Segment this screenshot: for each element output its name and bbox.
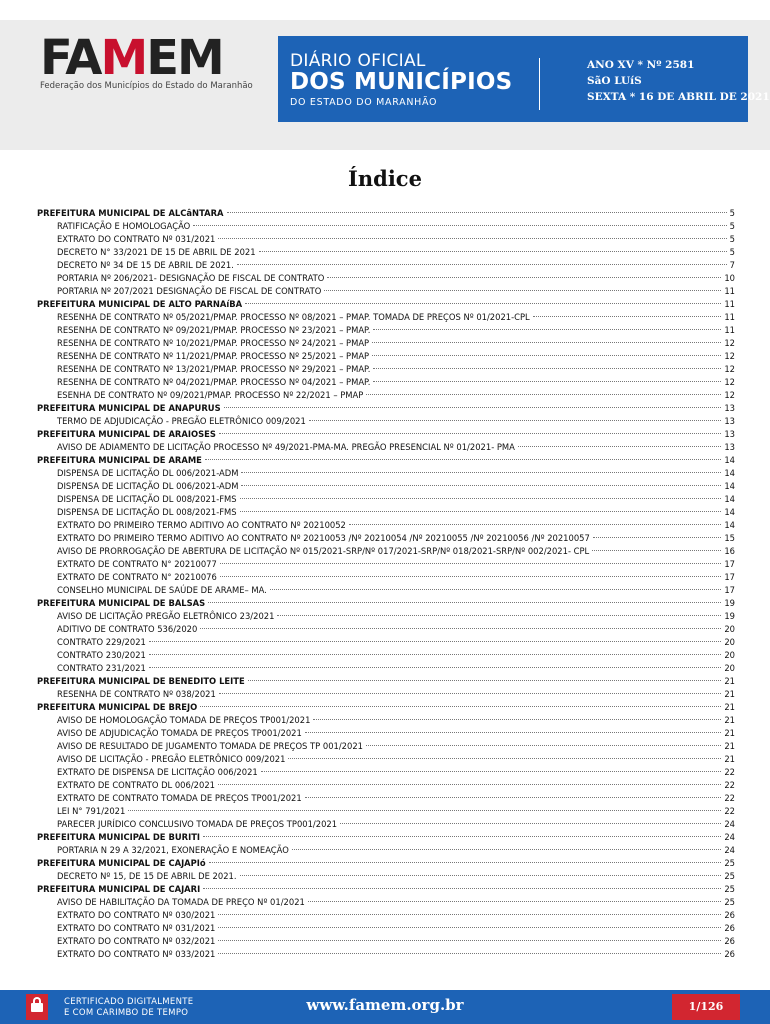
toc-entry-title: EXTRATO DO PRIMEIRO TERMO ADITIVO AO CONTRATO Nº 20210052 bbox=[57, 520, 346, 530]
dot-leader bbox=[220, 576, 722, 577]
dot-leader bbox=[313, 719, 721, 720]
toc-entry-title: CONSELHO MUNICIPAL DE SAÚDE DE ARAME– MA. bbox=[57, 585, 267, 595]
toc-page-number: 20 bbox=[724, 663, 735, 673]
dot-leader bbox=[366, 394, 721, 395]
toc-page-number: 5 bbox=[729, 208, 735, 218]
dot-leader bbox=[305, 797, 722, 798]
toc-entry[interactable] bbox=[37, 636, 735, 649]
toc-entry-title: DECRETO N° 33/2021 DE 15 DE ABRIL DE 2021 bbox=[57, 247, 256, 257]
toc-entry-title: ESENHA DE CONTRATO Nº 09/2021/PMAP. PROCESSO Nº 22/2021 – PMAP bbox=[57, 390, 364, 400]
toc-page-number: 26 bbox=[724, 910, 735, 920]
dot-leader bbox=[372, 342, 721, 343]
toc-page-number: 26 bbox=[724, 949, 735, 959]
toc-entry-title: PREFEITURA MUNICIPAL DE CAJARI bbox=[37, 884, 201, 894]
dot-leader bbox=[240, 511, 722, 512]
toc-entry-title: PARECER JURÍDICO CONCLUSIVO TOMADA DE PREÇOS TP001/2021 bbox=[57, 819, 338, 829]
toc-entry-title: AVISO DE ADJUDICAÇÃO TOMADA DE PREÇOS TP001/2021 bbox=[57, 728, 302, 738]
toc-entry[interactable] bbox=[37, 909, 735, 922]
toc-page-number: 21 bbox=[724, 676, 735, 686]
toc-page-number: 22 bbox=[724, 767, 735, 777]
toc-page-number: 24 bbox=[724, 832, 735, 842]
dot-leader bbox=[259, 251, 727, 252]
toc-page-number: 17 bbox=[724, 559, 735, 569]
dot-leader bbox=[208, 602, 721, 603]
toc-section[interactable] bbox=[37, 597, 735, 610]
dot-leader bbox=[227, 212, 727, 213]
toc-page-number: 11 bbox=[724, 325, 735, 335]
diario-line-2: DOS MUNICÍPIOS bbox=[290, 69, 513, 95]
toc-page-number: 14 bbox=[724, 494, 735, 504]
toc-section[interactable] bbox=[37, 454, 735, 467]
dot-leader bbox=[261, 771, 722, 772]
famem-logo bbox=[40, 30, 253, 91]
toc-entry-title: CONTRATO 229/2021 bbox=[57, 637, 146, 647]
toc-entry[interactable] bbox=[37, 467, 735, 480]
dot-leader bbox=[218, 940, 721, 941]
toc-entry-title: DECRETO Nº 15, DE 15 DE ABRIL DE 2021. bbox=[57, 871, 237, 881]
toc-entry[interactable] bbox=[37, 766, 735, 779]
toc-entry-title: EXTRATO DO CONTRATO Nº 031/2021 bbox=[57, 923, 216, 933]
dot-leader bbox=[218, 784, 721, 785]
toc-entry-title: AVISO DE RESULTADO DE JUGAMENTO TOMADA DE PREÇOS TP 001/2021 bbox=[57, 741, 363, 751]
toc-page-number: 22 bbox=[724, 793, 735, 803]
toc-entry-title: PREFEITURA MUNICIPAL DE ANAPURUS bbox=[37, 403, 221, 413]
toc-entry-title: PREFEITURA MUNICIPAL DE ALCâNTARA bbox=[37, 208, 224, 218]
toc-entry[interactable] bbox=[37, 506, 735, 519]
toc-entry[interactable] bbox=[37, 545, 735, 558]
toc-entry-title: PREFEITURA MUNICIPAL DE BENEDITO LEITE bbox=[37, 676, 245, 686]
toc-page-number: 13 bbox=[724, 403, 735, 413]
toc-page-number: 5 bbox=[729, 247, 735, 257]
toc-entry[interactable] bbox=[37, 805, 735, 818]
toc-entry-title: RESENHA DE CONTRATO Nº 038/2021 bbox=[57, 689, 216, 699]
dot-leader bbox=[305, 732, 722, 733]
toc-page-number: 21 bbox=[724, 715, 735, 725]
toc-page-number: 11 bbox=[724, 286, 735, 296]
diario-line-1: DIÁRIO OFICIAL bbox=[290, 51, 426, 71]
dot-leader bbox=[241, 485, 721, 486]
toc-entry[interactable] bbox=[37, 389, 735, 402]
toc-entry[interactable] bbox=[37, 480, 735, 493]
toc-page-number: 22 bbox=[724, 780, 735, 790]
dot-leader bbox=[241, 472, 721, 473]
dot-leader bbox=[237, 264, 727, 265]
toc-page-number: 26 bbox=[724, 923, 735, 933]
toc-entry-title: PREFEITURA MUNICIPAL DE BALSAS bbox=[37, 598, 206, 608]
toc-section[interactable] bbox=[37, 857, 735, 870]
toc-entry-title: PREFEITURA MUNICIPAL DE ARAME bbox=[37, 455, 202, 465]
toc-entry-title: EXTRATO DO CONTRATO Nº 033/2021 bbox=[57, 949, 216, 959]
dot-leader bbox=[309, 420, 722, 421]
toc-entry-title: PORTARIA Nº 206/2021- DESIGNAÇÃO DE FISCAL DE CONTRATO bbox=[57, 273, 325, 283]
toc-page-number: 24 bbox=[724, 845, 735, 855]
toc-entry-title: EXTRATO DO CONTRATO Nº 030/2021 bbox=[57, 910, 216, 920]
toc-entry-title: RESENHA DE CONTRATO Nº 04/2021/PMAP. PROCESSO Nº 04/2021 – PMAP. bbox=[57, 377, 371, 387]
toc-entry-title: PREFEITURA MUNICIPAL DE BURITI bbox=[37, 832, 201, 842]
toc-page-number: 10 bbox=[724, 273, 735, 283]
toc-entry-title: DISPENSA DE LICITAÇÃO DL 008/2021-FMS bbox=[57, 507, 237, 517]
dot-leader bbox=[149, 654, 721, 655]
logo-letters-fa: FA bbox=[40, 30, 101, 86]
toc-entry-title: RESENHA DE CONTRATO Nº 10/2021/PMAP. PROCESSO Nº 24/2021 – PMAP bbox=[57, 338, 370, 348]
toc-entry-title: CONTRATO 230/2021 bbox=[57, 650, 146, 660]
toc-page-number: 21 bbox=[724, 702, 735, 712]
toc-section[interactable] bbox=[37, 298, 735, 311]
toc-entry-title: TERMO DE ADJUDICAÇÃO - PREGÃO ELETRÔNICO 009/2021 bbox=[57, 416, 306, 426]
dot-leader bbox=[372, 355, 721, 356]
toc-entry[interactable] bbox=[37, 246, 735, 259]
toc-entry-title: DISPENSA DE LICITAÇÃO DL 006/2021-ADM bbox=[57, 468, 239, 478]
dot-leader bbox=[218, 238, 726, 239]
logo-letter-m: M bbox=[100, 30, 147, 86]
toc-entry[interactable] bbox=[37, 753, 735, 766]
toc-page-number: 21 bbox=[724, 754, 735, 764]
dot-leader bbox=[373, 381, 721, 382]
dot-leader bbox=[349, 524, 721, 525]
toc-section[interactable] bbox=[37, 831, 735, 844]
dot-leader bbox=[366, 745, 721, 746]
toc-entry[interactable] bbox=[37, 584, 735, 597]
dot-leader bbox=[373, 329, 721, 330]
edition-number: ANO XV * Nº 2581 bbox=[587, 59, 695, 71]
dot-leader bbox=[218, 927, 721, 928]
dot-leader bbox=[218, 953, 721, 954]
toc-entry-title: PREFEITURA MUNICIPAL DE CAJAPIó bbox=[37, 858, 206, 868]
toc-page-number: 12 bbox=[724, 351, 735, 361]
toc-page-number: 24 bbox=[724, 819, 735, 829]
toc-entry-title: AVISO DE ADIAMENTO DE LICITAÇÃO PROCESSO Nº 49/2021-PMA-MA. PREGÃO PRESENCIAL Nº 01/2021- PMA bbox=[57, 442, 515, 452]
banner-divider bbox=[539, 58, 540, 110]
dot-leader bbox=[193, 225, 726, 226]
dot-leader bbox=[533, 316, 722, 317]
toc-entry[interactable] bbox=[37, 493, 735, 506]
dot-leader bbox=[518, 446, 721, 447]
toc-entry-title: EXTRATO DO CONTRATO Nº 032/2021 bbox=[57, 936, 216, 946]
toc-entry-title: LEI N° 791/2021 bbox=[57, 806, 126, 816]
toc-entry-title: EXTRATO DE CONTRATO TOMADA DE PREÇOS TP001/2021 bbox=[57, 793, 302, 803]
diario-line-3: DO ESTADO DO MARANHÃO bbox=[290, 97, 438, 108]
toc-page-number: 16 bbox=[724, 546, 735, 556]
toc-page-number: 21 bbox=[724, 728, 735, 738]
toc-page-number: 21 bbox=[724, 741, 735, 751]
toc-entry[interactable] bbox=[37, 935, 735, 948]
toc-page-number: 13 bbox=[724, 416, 735, 426]
toc-page-number: 19 bbox=[724, 611, 735, 621]
toc-page-number: 25 bbox=[724, 884, 735, 894]
toc-page-number: 15 bbox=[724, 533, 735, 543]
dot-leader bbox=[270, 589, 722, 590]
dot-leader bbox=[373, 368, 721, 369]
diario-title bbox=[290, 52, 512, 108]
toc-entry-title: AVISO DE PRORROGAÇÃO DE ABERTURA DE LICITAÇÃO Nº 015/2021-SRP/Nº 017/2021-SRP/Nº 018/2021-SRP/Nº 002/2021- CPL bbox=[57, 546, 590, 556]
toc-section[interactable] bbox=[37, 402, 735, 415]
toc-entry-title: PORTARIA N 29 A 32/2021, EXONERAÇÃO E NOMEAÇÃO bbox=[57, 845, 289, 855]
toc-page-number: 14 bbox=[724, 455, 735, 465]
toc-entry-title: RESENHA DE CONTRATO Nº 13/2021/PMAP. PROCESSO Nº 29/2021 – PMAP. bbox=[57, 364, 371, 374]
certificate-line-2: E COM CARIMBO DE TEMPO bbox=[64, 1008, 189, 1018]
toc-section[interactable] bbox=[37, 207, 735, 220]
toc-page-number: 12 bbox=[724, 377, 735, 387]
dot-leader bbox=[224, 407, 722, 408]
toc-entry-title: AVISO DE HOMOLOGAÇÃO TOMADA DE PREÇOS TP001/2021 bbox=[57, 715, 311, 725]
dot-leader bbox=[240, 498, 722, 499]
dot-leader bbox=[292, 849, 722, 850]
toc-page-number: 19 bbox=[724, 598, 735, 608]
certificate-line-1: CERTIFICADO DIGITALMENTE bbox=[64, 997, 194, 1007]
toc-entry[interactable] bbox=[37, 558, 735, 571]
toc-page-number: 20 bbox=[724, 637, 735, 647]
edition-date: SEXTA * 16 DE ABRIL DE 2021 bbox=[587, 91, 770, 103]
toc-entry[interactable] bbox=[37, 662, 735, 675]
dot-leader bbox=[203, 888, 721, 889]
dot-leader bbox=[340, 823, 721, 824]
toc-entry-title: PORTARIA Nº 207/2021 DESIGNAÇÃO DE FISCAL DE CONTRATO bbox=[57, 286, 322, 296]
toc-entry[interactable] bbox=[37, 948, 735, 961]
toc-page-number: 7 bbox=[729, 260, 735, 270]
toc-page-number: 14 bbox=[724, 468, 735, 478]
toc-page-number: 11 bbox=[724, 312, 735, 322]
toc-entry-title: AVISO DE LICITAÇÃO PREGÃO ELETRÔNICO 23/2021 bbox=[57, 611, 275, 621]
toc-entry[interactable] bbox=[37, 844, 735, 857]
dot-leader bbox=[209, 862, 722, 863]
toc-entry-title: EXTRATO DE DISPENSA DE LICITAÇÃO 006/2021 bbox=[57, 767, 258, 777]
toc-entry[interactable] bbox=[37, 818, 735, 831]
toc-entry-title: CONTRATO 231/2021 bbox=[57, 663, 146, 673]
toc-entry[interactable] bbox=[37, 870, 735, 883]
toc-entry[interactable] bbox=[37, 519, 735, 532]
toc-entry-title: DISPENSA DE LICITAÇÃO DL 006/2021-ADM bbox=[57, 481, 239, 491]
toc-entry[interactable] bbox=[37, 259, 735, 272]
toc-entry[interactable] bbox=[37, 532, 735, 545]
toc-entry[interactable] bbox=[37, 792, 735, 805]
toc-entry[interactable] bbox=[37, 220, 735, 233]
toc-page-number: 14 bbox=[724, 481, 735, 491]
logo-letters-em: EM bbox=[146, 30, 223, 86]
table-of-contents bbox=[37, 207, 735, 961]
toc-section[interactable] bbox=[37, 675, 735, 688]
toc-entry-title: RESENHA DE CONTRATO Nº 11/2021/PMAP. PROCESSO Nº 25/2021 – PMAP bbox=[57, 351, 370, 361]
toc-entry-title: EXTRATO DO PRIMEIRO TERMO ADITIVO AO CONTRATO Nº 20210053 /Nº 20210054 /Nº 20210055 /Nº 20210056 /Nº 20210057 bbox=[57, 533, 590, 543]
dot-leader bbox=[203, 836, 721, 837]
toc-entry-title: RESENHA DE CONTRATO Nº 09/2021/PMAP. PROCESSO Nº 23/2021 – PMAP. bbox=[57, 325, 371, 335]
dot-leader bbox=[149, 667, 721, 668]
toc-entry[interactable] bbox=[37, 727, 735, 740]
toc-entry-title: RATIFICAÇÃO E HOMOLOGAÇÃO bbox=[57, 221, 191, 231]
toc-entry[interactable] bbox=[37, 415, 735, 428]
toc-entry-title: EXTRATO DE CONTRATO N° 20210076 bbox=[57, 572, 217, 582]
toc-page-number: 25 bbox=[724, 871, 735, 881]
toc-entry[interactable] bbox=[37, 740, 735, 753]
dot-leader bbox=[308, 901, 721, 902]
toc-page-number: 12 bbox=[724, 338, 735, 348]
toc-page-number: 5 bbox=[729, 221, 735, 231]
edition-info bbox=[587, 57, 770, 105]
toc-entry[interactable] bbox=[37, 571, 735, 584]
toc-page-number: 22 bbox=[724, 806, 735, 816]
toc-page-number: 21 bbox=[724, 689, 735, 699]
toc-entry[interactable] bbox=[37, 376, 735, 389]
toc-entry-title: RESENHA DE CONTRATO Nº 05/2021/PMAP. PROCESSO Nº 08/2021 – PMAP. TOMADA DE PREÇOS Nº 01/2021-CPL bbox=[57, 312, 530, 322]
toc-entry-title: ADITIVO DE CONTRATO 536/2020 bbox=[57, 624, 198, 634]
dot-leader bbox=[200, 706, 721, 707]
dot-leader bbox=[288, 758, 721, 759]
toc-entry-title: DECRETO Nº 34 DE 15 DE ABRIL DE 2021. bbox=[57, 260, 234, 270]
toc-entry[interactable] bbox=[37, 441, 735, 454]
toc-page-number: 12 bbox=[724, 390, 735, 400]
toc-entry[interactable] bbox=[37, 922, 735, 935]
toc-page-number: 26 bbox=[724, 936, 735, 946]
toc-section[interactable] bbox=[37, 428, 735, 441]
dot-leader bbox=[149, 641, 721, 642]
toc-entry[interactable] bbox=[37, 623, 735, 636]
toc-page-number: 25 bbox=[724, 897, 735, 907]
toc-entry[interactable] bbox=[37, 337, 735, 350]
toc-page-number: 17 bbox=[724, 585, 735, 595]
toc-entry[interactable] bbox=[37, 324, 735, 337]
toc-entry[interactable] bbox=[37, 779, 735, 792]
dot-leader bbox=[205, 459, 721, 460]
dot-leader bbox=[200, 628, 721, 629]
toc-entry[interactable] bbox=[37, 311, 735, 324]
dot-leader bbox=[327, 277, 721, 278]
toc-entry-title: PREFEITURA MUNICIPAL DE ALTO PARNAíBA bbox=[37, 299, 243, 309]
dot-leader bbox=[592, 550, 721, 551]
toc-entry[interactable] bbox=[37, 649, 735, 662]
page-title: Índice bbox=[348, 166, 422, 191]
toc-page-number: 20 bbox=[724, 624, 735, 634]
dot-leader bbox=[219, 433, 721, 434]
toc-entry-title: EXTRATO DE CONTRATO N° 20210077 bbox=[57, 559, 217, 569]
toc-entry-title: AVISO DE LICITAÇÃO - PREGÃO ELETRÔNICO 009/2021 bbox=[57, 754, 286, 764]
toc-page-number: 14 bbox=[724, 507, 735, 517]
dot-leader bbox=[128, 810, 721, 811]
toc-entry-title: PREFEITURA MUNICIPAL DE ARAIOSES bbox=[37, 429, 216, 439]
toc-page-number: 13 bbox=[724, 429, 735, 439]
dot-leader bbox=[219, 693, 722, 694]
edition-city: SãO LUíS bbox=[587, 75, 642, 87]
toc-entry-title: EXTRATO DO CONTRATO Nº 031/2021 bbox=[57, 234, 216, 244]
toc-page-number: 5 bbox=[729, 234, 735, 244]
dot-leader bbox=[248, 680, 722, 681]
toc-page-number: 20 bbox=[724, 650, 735, 660]
toc-entry-title: EXTRATO DE CONTRATO DL 006/2021 bbox=[57, 780, 215, 790]
dot-leader bbox=[324, 290, 721, 291]
toc-entry[interactable] bbox=[37, 896, 735, 909]
toc-entry[interactable] bbox=[37, 714, 735, 727]
toc-entry-title: AVISO DE HABILITAÇÃO DA TOMADA DE PREÇO Nº 01/2021 bbox=[57, 897, 305, 907]
toc-entry[interactable] bbox=[37, 610, 735, 623]
website-link[interactable]: www.famem.org.br bbox=[306, 996, 464, 1014]
toc-page-number: 25 bbox=[724, 858, 735, 868]
toc-page-number: 17 bbox=[724, 572, 735, 582]
toc-entry[interactable] bbox=[37, 272, 735, 285]
toc-section[interactable] bbox=[37, 883, 735, 896]
toc-entry-title: PREFEITURA MUNICIPAL DE BREJO bbox=[37, 702, 198, 712]
toc-entry[interactable] bbox=[37, 350, 735, 363]
logo-subtitle: Federação dos Municípios do Estado do Maranhão bbox=[40, 81, 253, 91]
toc-entry[interactable] bbox=[37, 363, 735, 376]
dot-leader bbox=[218, 914, 721, 915]
toc-page-number: 13 bbox=[724, 442, 735, 452]
toc-section[interactable] bbox=[37, 701, 735, 714]
toc-entry-title: DISPENSA DE LICITAÇÃO DL 008/2021-FMS bbox=[57, 494, 237, 504]
dot-leader bbox=[593, 537, 722, 538]
toc-page-number: 11 bbox=[724, 299, 735, 309]
dot-leader bbox=[240, 875, 722, 876]
dot-leader bbox=[220, 563, 722, 564]
toc-entry[interactable] bbox=[37, 233, 735, 246]
toc-page-number: 14 bbox=[724, 520, 735, 530]
toc-entry[interactable] bbox=[37, 285, 735, 298]
page-number: 1/126 bbox=[672, 994, 740, 1020]
dot-leader bbox=[277, 615, 721, 616]
toc-page-number: 12 bbox=[724, 364, 735, 374]
toc-entry[interactable] bbox=[37, 688, 735, 701]
dot-leader bbox=[245, 303, 721, 304]
